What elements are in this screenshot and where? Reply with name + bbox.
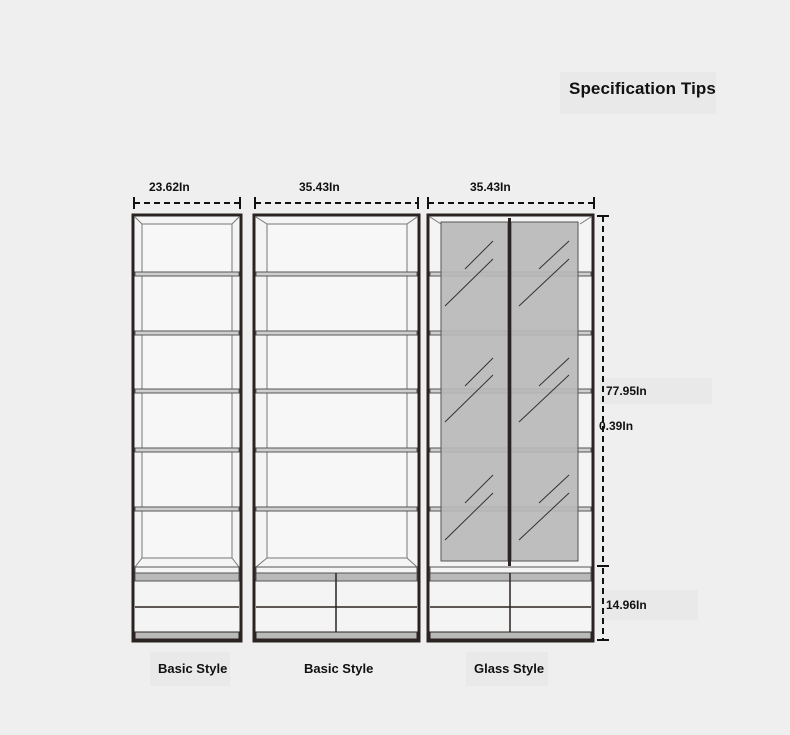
bookcase-basic-large bbox=[254, 215, 419, 641]
style-label-glass: Glass Style bbox=[474, 661, 545, 676]
width-label-basic-small: 23.62In bbox=[149, 180, 190, 194]
bookcase-glass bbox=[428, 215, 593, 641]
style-label-basic-large: Basic Style bbox=[304, 661, 374, 676]
shelf-thickness-label: 0.39In bbox=[599, 419, 634, 433]
width-label-glass: 35.43In bbox=[470, 180, 511, 194]
style-label-basic-small: Basic Style bbox=[158, 661, 228, 676]
page-title: Specification Tips bbox=[569, 79, 716, 98]
bookcase-basic-small bbox=[133, 215, 241, 641]
width-label-basic-large: 35.43In bbox=[299, 180, 340, 194]
height-base-label: 14.96In bbox=[606, 598, 647, 612]
height-total-label: 77.95In bbox=[606, 384, 647, 398]
